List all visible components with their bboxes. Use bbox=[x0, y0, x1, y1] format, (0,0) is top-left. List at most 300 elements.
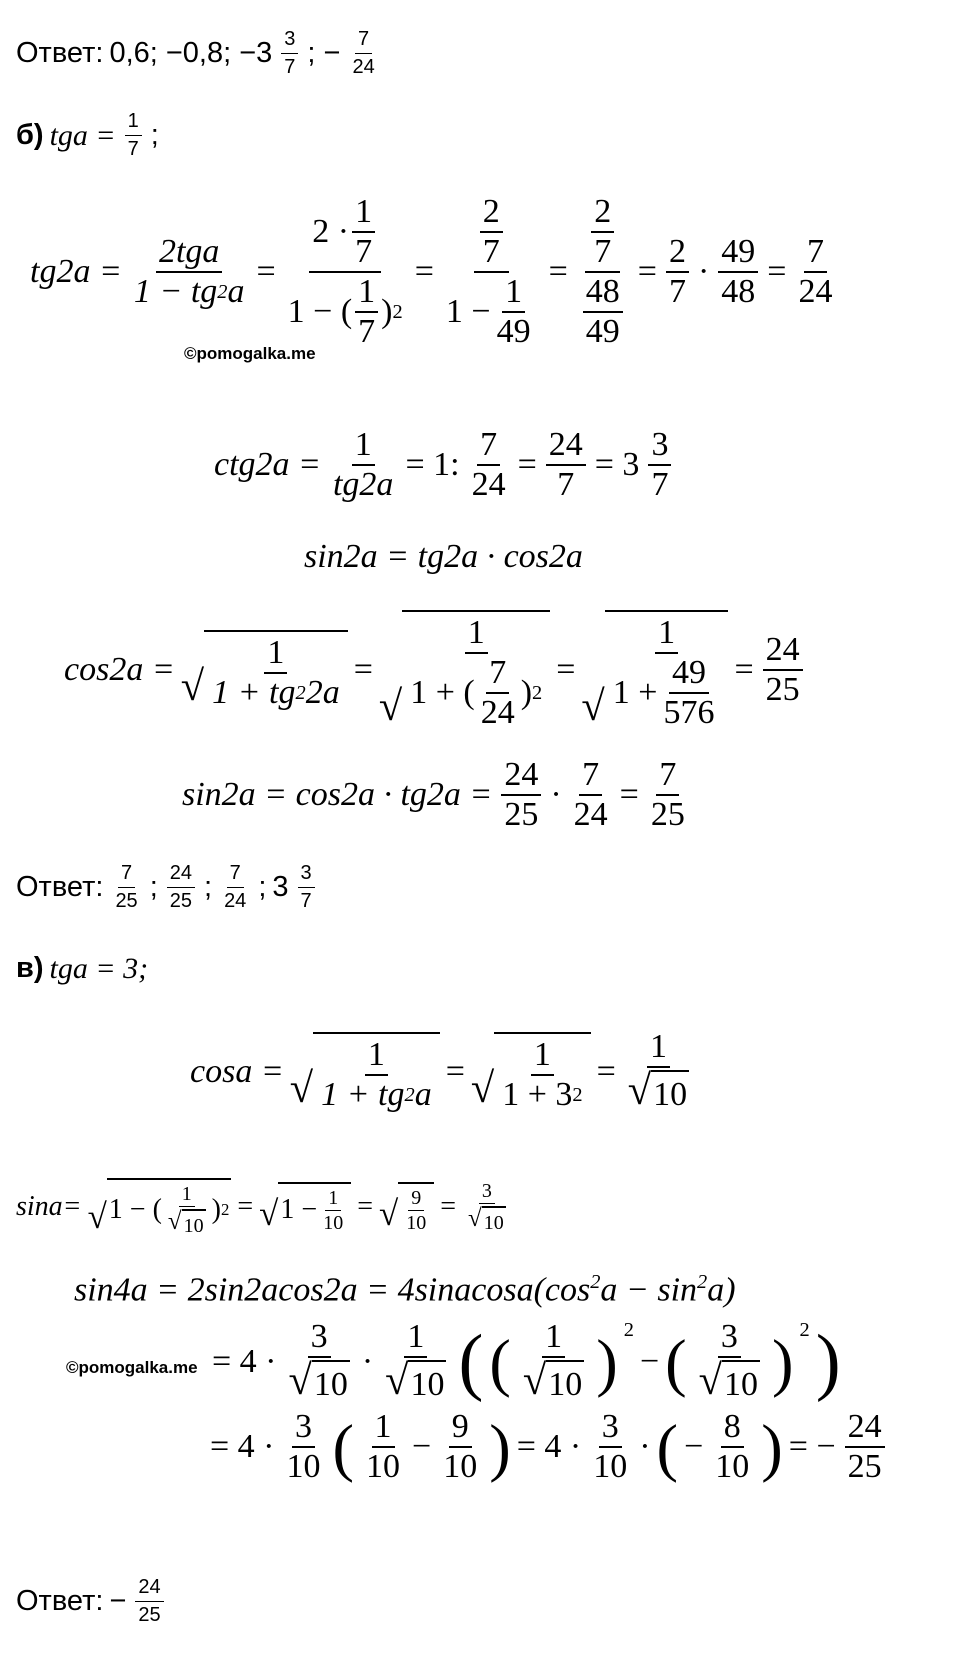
sin4a-line-2 bbox=[212, 1320, 841, 1405]
exponent: 2 bbox=[220, 1199, 230, 1219]
radical-icon: √ bbox=[378, 1193, 399, 1233]
radicand bbox=[398, 1182, 434, 1233]
equals-sign: = bbox=[767, 253, 787, 290]
tg2a-lhs: tg2a = bbox=[30, 253, 122, 290]
equals-sign: = bbox=[353, 651, 373, 688]
fraction-numerator: 8 bbox=[721, 1410, 744, 1448]
paren-close: ) bbox=[489, 1410, 511, 1483]
sqrt-2 bbox=[259, 1182, 351, 1233]
sqrt-inline bbox=[522, 1357, 584, 1405]
fraction-numerator: 9 bbox=[449, 1410, 472, 1448]
sqrt-inline bbox=[468, 1206, 506, 1233]
answer-separator: ; bbox=[149, 871, 158, 903]
answer-separator: ; − bbox=[307, 37, 341, 69]
ctg2a-equation bbox=[214, 428, 674, 502]
fraction-denominator bbox=[696, 1358, 763, 1405]
radical-icon: √ bbox=[385, 1357, 409, 1404]
fraction-denominator: 7 bbox=[557, 466, 575, 503]
paren-open: ( bbox=[665, 1325, 687, 1398]
radicand: 10 bbox=[546, 1360, 584, 1405]
part-b-given: tga = bbox=[49, 118, 116, 152]
fraction-denominator bbox=[318, 1076, 435, 1112]
ctg2a-lhs: ctg2a = bbox=[214, 446, 321, 483]
sin4a-result bbox=[845, 1410, 885, 1484]
radicand: 10 bbox=[312, 1360, 350, 1405]
sqrt-1 bbox=[181, 630, 348, 710]
fraction-denominator: 7 bbox=[668, 273, 686, 310]
fraction-numerator: 2 bbox=[480, 195, 503, 233]
fraction-denominator: 49 bbox=[585, 313, 620, 350]
fraction-numerator: 1 bbox=[325, 1188, 341, 1211]
dot-operator: · bbox=[697, 253, 710, 290]
radical-icon: √ bbox=[468, 1205, 482, 1232]
tg2a-fraction-3 bbox=[443, 195, 540, 349]
radical-icon: √ bbox=[87, 1197, 107, 1236]
fraction-numerator: 1 bbox=[502, 275, 525, 313]
equals-sign: = bbox=[517, 446, 537, 483]
radicand bbox=[402, 610, 550, 730]
fraction-numerator: 48 bbox=[583, 275, 623, 313]
fraction-numerator: 3 bbox=[479, 1181, 495, 1204]
ctg2a-result: = 3 bbox=[594, 446, 640, 483]
radical-icon: √ bbox=[522, 1357, 547, 1404]
cos2a-fraction-3 bbox=[610, 616, 724, 730]
fraction-numerator: 7 bbox=[118, 862, 135, 888]
fraction-denominator: 24 bbox=[573, 796, 608, 833]
fraction-denominator bbox=[499, 1076, 585, 1112]
fraction-numerator: 3 bbox=[648, 428, 671, 466]
sin2a-equation bbox=[182, 758, 691, 832]
exponent: 2 bbox=[590, 1271, 601, 1293]
answer-line-a bbox=[16, 28, 381, 79]
fraction-denominator: 10 bbox=[715, 1448, 750, 1485]
sin4a-text: a − sin bbox=[600, 1271, 698, 1309]
ctg2a-fraction-2 bbox=[469, 428, 509, 502]
sqrt-inline bbox=[288, 1357, 350, 1405]
cosa-fraction-2 bbox=[499, 1038, 585, 1112]
sin4a-fraction bbox=[590, 1410, 630, 1484]
fraction-denominator: 7 bbox=[127, 138, 139, 160]
fraction-denominator: 10 bbox=[323, 1211, 344, 1234]
den-text: 1 + tg bbox=[321, 1076, 405, 1114]
exponent: 2 bbox=[392, 300, 403, 323]
fraction-numerator: 1 bbox=[352, 428, 375, 466]
sin4a-text: = − bbox=[788, 1428, 836, 1465]
answer-fraction bbox=[112, 862, 140, 913]
fraction-numerator: 2 bbox=[666, 235, 689, 273]
fraction-numerator: 24 bbox=[546, 428, 586, 466]
equals-sign: = bbox=[556, 651, 576, 688]
radicand-text: 1 − ( bbox=[108, 1194, 162, 1225]
fraction-denominator: 10 bbox=[406, 1211, 427, 1234]
inner-fraction bbox=[480, 195, 503, 269]
fraction-denominator: 7 bbox=[594, 233, 612, 270]
cos2a-equation bbox=[64, 610, 806, 730]
fraction-denominator bbox=[407, 654, 545, 730]
equals-sign: = bbox=[256, 253, 276, 290]
radicand-text: 1 − bbox=[280, 1194, 318, 1225]
fraction-numerator: 1 bbox=[465, 616, 488, 654]
radicand: 10 bbox=[482, 1206, 506, 1233]
paren-close: ) bbox=[596, 1325, 618, 1398]
dot-operator: · bbox=[639, 1428, 651, 1465]
sin4a-text: = 4 · bbox=[210, 1428, 275, 1465]
watermark: ©pomogalka.me bbox=[184, 344, 316, 363]
cosa-equation bbox=[190, 1030, 695, 1115]
ctg2a-fraction-3 bbox=[546, 428, 586, 502]
answer-fraction bbox=[135, 1576, 163, 1627]
radicand: 10 bbox=[182, 1209, 206, 1236]
fraction-numerator: 1 bbox=[179, 1184, 195, 1207]
part-v-header bbox=[16, 952, 148, 985]
inner-fraction bbox=[660, 656, 717, 730]
fraction-denominator: 7 bbox=[300, 890, 312, 912]
inner-fraction bbox=[478, 656, 518, 730]
fraction-numerator: 2tga bbox=[156, 235, 222, 273]
tg2a-fraction-5 bbox=[666, 235, 689, 309]
inner-fraction bbox=[583, 275, 623, 349]
part-b-label: б) bbox=[16, 119, 44, 151]
exponent: 2 bbox=[217, 280, 228, 303]
sqrt-2 bbox=[379, 610, 550, 730]
tg2a-fraction-2 bbox=[285, 195, 406, 349]
answer-fraction bbox=[221, 862, 249, 913]
fraction-denominator bbox=[131, 273, 248, 309]
fraction-denominator: 7 bbox=[284, 56, 296, 78]
equals-sign: = bbox=[445, 1053, 465, 1091]
radical-icon: √ bbox=[378, 682, 403, 730]
den-text: 1 + ( bbox=[410, 674, 475, 711]
den-text: ) bbox=[381, 293, 393, 330]
sin2a-definition: sin2a = tg2a · cos2a bbox=[304, 538, 583, 575]
minus-sign: − bbox=[684, 1428, 704, 1465]
radical-icon: √ bbox=[288, 1357, 312, 1404]
answer-line-b bbox=[16, 862, 318, 913]
den-text: 1 + 3 bbox=[502, 1076, 573, 1114]
den-text: ) bbox=[520, 674, 533, 711]
paren-close: ) bbox=[761, 1410, 783, 1483]
den-text: a bbox=[414, 1076, 432, 1114]
fraction-denominator: 7 bbox=[482, 233, 500, 270]
fraction-denominator bbox=[610, 654, 724, 730]
equals-sign: = bbox=[548, 253, 568, 290]
radicand: 10 bbox=[651, 1070, 689, 1115]
sin4a-fraction bbox=[286, 1320, 353, 1405]
fraction-numerator: 1 bbox=[264, 636, 287, 674]
fraction-numerator: 7 bbox=[486, 656, 509, 694]
sin4a-fraction bbox=[363, 1410, 403, 1484]
cos2a-fraction-1 bbox=[209, 636, 343, 710]
fraction-numerator: 1 bbox=[365, 1038, 388, 1076]
fraction-numerator: 24 bbox=[845, 1410, 885, 1448]
radicand bbox=[494, 1032, 590, 1112]
inner-fraction bbox=[320, 1188, 346, 1233]
given-fraction bbox=[125, 110, 142, 161]
sina-equation bbox=[16, 1178, 512, 1236]
sqrt-1 bbox=[88, 1178, 232, 1236]
fraction-denominator: 10 bbox=[443, 1448, 478, 1485]
radical-icon: √ bbox=[627, 1067, 652, 1114]
equals-sign: = bbox=[596, 1053, 616, 1091]
fraction-numerator: 3 bbox=[308, 1320, 331, 1358]
fraction-denominator: 25 bbox=[504, 796, 539, 833]
sqrt-3 bbox=[379, 1182, 434, 1233]
sin4a-text: = 4 · bbox=[212, 1343, 277, 1381]
answer-label: Ответ: bbox=[16, 37, 104, 69]
inner-fraction bbox=[352, 195, 375, 269]
exponent: 2 bbox=[295, 681, 306, 704]
den-text: 1 − bbox=[445, 293, 491, 330]
sin4a-line-3 bbox=[210, 1410, 888, 1484]
radical-icon: √ bbox=[180, 662, 205, 710]
fraction-denominator: 25 bbox=[847, 1448, 882, 1485]
answer-line-v bbox=[16, 1576, 167, 1627]
den-text: 1 + tg bbox=[212, 674, 296, 711]
fraction-numerator: 49 bbox=[669, 656, 709, 694]
fraction-denominator bbox=[577, 273, 629, 349]
exponent: 2 bbox=[572, 1084, 583, 1107]
equals-sign: = bbox=[734, 651, 754, 688]
minus-sign: − bbox=[412, 1428, 432, 1465]
sin4a-fraction bbox=[520, 1320, 587, 1405]
fraction-numerator: 1 bbox=[404, 1320, 427, 1358]
fraction-denominator: 24 bbox=[352, 56, 375, 78]
tg2a-fraction-1 bbox=[131, 235, 248, 309]
fraction-numerator: 7 bbox=[579, 758, 602, 796]
fraction-denominator: 48 bbox=[721, 273, 756, 310]
fraction-denominator: tg2a bbox=[332, 466, 394, 503]
den-text: a bbox=[227, 273, 245, 310]
fraction-denominator: 7 bbox=[355, 233, 373, 270]
fraction-denominator bbox=[520, 1358, 587, 1405]
paren-open: ( bbox=[332, 1410, 355, 1483]
sqrt-inline bbox=[168, 1209, 206, 1236]
fraction-denominator: 24 bbox=[471, 466, 506, 503]
fraction-numerator: 1 bbox=[655, 616, 678, 654]
sqrt-inline bbox=[385, 1357, 446, 1405]
sin4a-fraction bbox=[696, 1320, 763, 1405]
fraction-denominator: 24 bbox=[798, 273, 833, 310]
fraction-denominator: 24 bbox=[224, 890, 247, 912]
answer-sign: − bbox=[109, 1585, 127, 1617]
answer-label: Ответ: bbox=[16, 1585, 104, 1617]
exponent: 2 bbox=[532, 681, 543, 704]
equals-sign: = bbox=[357, 1191, 373, 1222]
tg2a-equation bbox=[30, 195, 838, 349]
radical-icon: √ bbox=[581, 682, 605, 730]
inner-fraction bbox=[494, 275, 534, 349]
fraction-numerator: 24 bbox=[135, 1576, 163, 1602]
radical-icon: √ bbox=[167, 1208, 182, 1235]
inner-fraction bbox=[355, 275, 378, 349]
fraction-numerator: 3 bbox=[599, 1410, 622, 1448]
answer-fraction bbox=[167, 862, 195, 913]
paren-close: ) bbox=[815, 1319, 841, 1403]
fraction-denominator bbox=[465, 1204, 509, 1233]
fraction-numerator: 9 bbox=[408, 1188, 424, 1211]
dot-operator: · bbox=[550, 776, 562, 813]
radicand bbox=[313, 1032, 440, 1112]
dot-operator: · bbox=[361, 1343, 374, 1381]
inner-fraction bbox=[165, 1184, 209, 1236]
radicand bbox=[107, 1178, 232, 1236]
radicand bbox=[204, 630, 348, 710]
den-text: 1 + bbox=[612, 674, 658, 711]
fraction-denominator: 25 bbox=[138, 1604, 161, 1626]
den-text: 1 − tg bbox=[133, 273, 218, 310]
fraction-denominator bbox=[382, 1358, 449, 1405]
sin2a-fraction-2 bbox=[571, 758, 611, 832]
fraction-denominator: 7 bbox=[651, 466, 669, 503]
fraction-numerator: 24 bbox=[501, 758, 541, 796]
fraction-numerator: 1 bbox=[531, 1038, 554, 1076]
fraction-denominator: 25 bbox=[765, 671, 800, 708]
inner-fraction bbox=[403, 1188, 429, 1233]
cos2a-result bbox=[763, 633, 803, 707]
fraction-numerator: 1 bbox=[372, 1410, 395, 1448]
tg2a-fraction-6 bbox=[718, 235, 758, 309]
sqrt-inline bbox=[698, 1357, 760, 1405]
part-v-given: tga = 3; bbox=[49, 951, 149, 985]
sin2a-lhs: sin2a = cos2a · tg2a = bbox=[182, 776, 493, 813]
sqrt-2 bbox=[471, 1032, 591, 1112]
fraction-denominator bbox=[286, 1358, 353, 1405]
radical-icon: √ bbox=[698, 1357, 722, 1404]
equals-sign: = bbox=[637, 253, 657, 290]
radical-icon: √ bbox=[259, 1193, 279, 1233]
answer-label: Ответ: bbox=[16, 871, 104, 903]
fraction-numerator bbox=[585, 195, 620, 273]
answer-separator: ; bbox=[258, 871, 267, 903]
fraction-numerator: 1 bbox=[355, 275, 378, 313]
sin4a-text: sin4a = 2sin2acos2a = 4sinacosa(cos bbox=[74, 1271, 591, 1309]
fraction-denominator bbox=[209, 674, 343, 710]
fraction-denominator: 10 bbox=[286, 1448, 321, 1485]
answer-separator: ; bbox=[204, 871, 213, 903]
minus-sign: − bbox=[639, 1343, 660, 1381]
fraction-numerator bbox=[309, 195, 381, 273]
fraction-numerator: 7 bbox=[804, 235, 827, 273]
fraction-numerator: 24 bbox=[167, 862, 195, 888]
fraction-denominator: 49 bbox=[496, 313, 531, 350]
fraction-denominator: 7 bbox=[358, 313, 376, 350]
answer-fraction bbox=[298, 862, 315, 913]
exponent: 2 bbox=[799, 1319, 810, 1341]
fraction-denominator: 25 bbox=[169, 890, 192, 912]
fraction-denominator bbox=[443, 273, 540, 349]
tg2a-fraction-4 bbox=[577, 195, 629, 349]
sin4a-fraction bbox=[382, 1320, 449, 1405]
sqrt-1 bbox=[290, 1032, 440, 1112]
exponent: 2 bbox=[623, 1319, 634, 1341]
sin4a-line-1 bbox=[74, 1272, 736, 1307]
sqrt-3 bbox=[581, 610, 728, 730]
fraction-numerator: 3 bbox=[281, 28, 298, 54]
fraction-denominator bbox=[625, 1068, 692, 1115]
sin2a-result bbox=[648, 758, 688, 832]
sin4a-text: a) bbox=[707, 1271, 736, 1309]
ctg2a-fraction-1 bbox=[330, 428, 396, 502]
paren-open: ( bbox=[656, 1410, 679, 1483]
sin4a-fraction bbox=[284, 1410, 324, 1484]
answer-values: 0,6; −0,8; −3 bbox=[109, 37, 273, 69]
radicand: 10 bbox=[722, 1360, 760, 1405]
given-end: ; bbox=[150, 119, 159, 151]
radicand bbox=[278, 1182, 351, 1233]
paren-open: ( bbox=[489, 1325, 511, 1398]
fraction-numerator bbox=[474, 195, 509, 273]
exponent: 2 bbox=[697, 1271, 708, 1293]
answer-mixed-fraction bbox=[281, 28, 298, 79]
cosa-fraction-1 bbox=[318, 1038, 435, 1112]
radicand bbox=[605, 610, 729, 730]
sin4a-fraction bbox=[440, 1410, 480, 1484]
fraction-numerator: 1 bbox=[647, 1030, 670, 1068]
fraction-numerator: 7 bbox=[656, 758, 679, 796]
fraction-denominator bbox=[165, 1207, 209, 1236]
fraction-numerator: 1 bbox=[542, 1320, 565, 1358]
radicand-text: ) bbox=[211, 1194, 221, 1225]
ctg2a-mid: = 1: bbox=[405, 446, 460, 483]
fraction-numerator: 49 bbox=[718, 235, 758, 273]
tg2a-fraction-7 bbox=[795, 235, 835, 309]
cos2a-lhs: cos2a = bbox=[64, 651, 175, 688]
fraction-denominator: 25 bbox=[650, 796, 685, 833]
sina-lhs: sina= bbox=[16, 1191, 82, 1222]
fraction-numerator: 3 bbox=[292, 1410, 315, 1448]
exponent: 2 bbox=[404, 1084, 415, 1107]
fraction-numerator: 2 bbox=[591, 195, 614, 233]
fraction-denominator: 25 bbox=[115, 890, 138, 912]
answer-fraction bbox=[349, 28, 377, 79]
sin2a-fraction-1 bbox=[501, 758, 541, 832]
sina-result bbox=[465, 1181, 509, 1233]
sin4a-text: = 4 · bbox=[516, 1428, 582, 1465]
answer-whole: 3 bbox=[272, 871, 289, 903]
equals-sign: = bbox=[237, 1191, 254, 1222]
radical-icon: √ bbox=[470, 1064, 495, 1112]
fraction-denominator: 24 bbox=[480, 694, 515, 731]
den-text: 2a bbox=[305, 674, 340, 711]
paren-open: ( bbox=[458, 1319, 484, 1403]
sin4a-fraction bbox=[712, 1410, 752, 1484]
paren-close: ) bbox=[772, 1325, 794, 1398]
part-b-header bbox=[16, 110, 159, 161]
watermark: ©pomogalka.me bbox=[66, 1358, 198, 1377]
fraction-numerator: 7 bbox=[477, 428, 500, 466]
num-text: 2 · bbox=[312, 213, 350, 250]
fraction-numerator: 24 bbox=[763, 633, 803, 671]
fraction-denominator: 576 bbox=[663, 694, 715, 731]
fraction-numerator: 7 bbox=[227, 862, 244, 888]
equals-sign: = bbox=[619, 776, 639, 813]
inner-fraction bbox=[591, 195, 614, 269]
fraction-numerator: 3 bbox=[298, 862, 315, 888]
part-v-label: в) bbox=[16, 952, 44, 984]
fraction-numerator: 1 bbox=[125, 110, 142, 136]
cosa-lhs: cosa = bbox=[190, 1053, 284, 1091]
cos2a-fraction-2 bbox=[407, 616, 545, 730]
fraction-numerator: 3 bbox=[718, 1320, 741, 1358]
radical-icon: √ bbox=[289, 1064, 314, 1112]
fraction-numerator: 7 bbox=[355, 28, 372, 54]
sqrt-inline bbox=[627, 1067, 689, 1115]
radicand: 10 bbox=[408, 1360, 446, 1405]
fraction-denominator: 10 bbox=[593, 1448, 628, 1485]
fraction-denominator: 10 bbox=[366, 1448, 401, 1485]
fraction-numerator: 1 bbox=[352, 195, 375, 233]
fraction-denominator bbox=[285, 273, 406, 349]
